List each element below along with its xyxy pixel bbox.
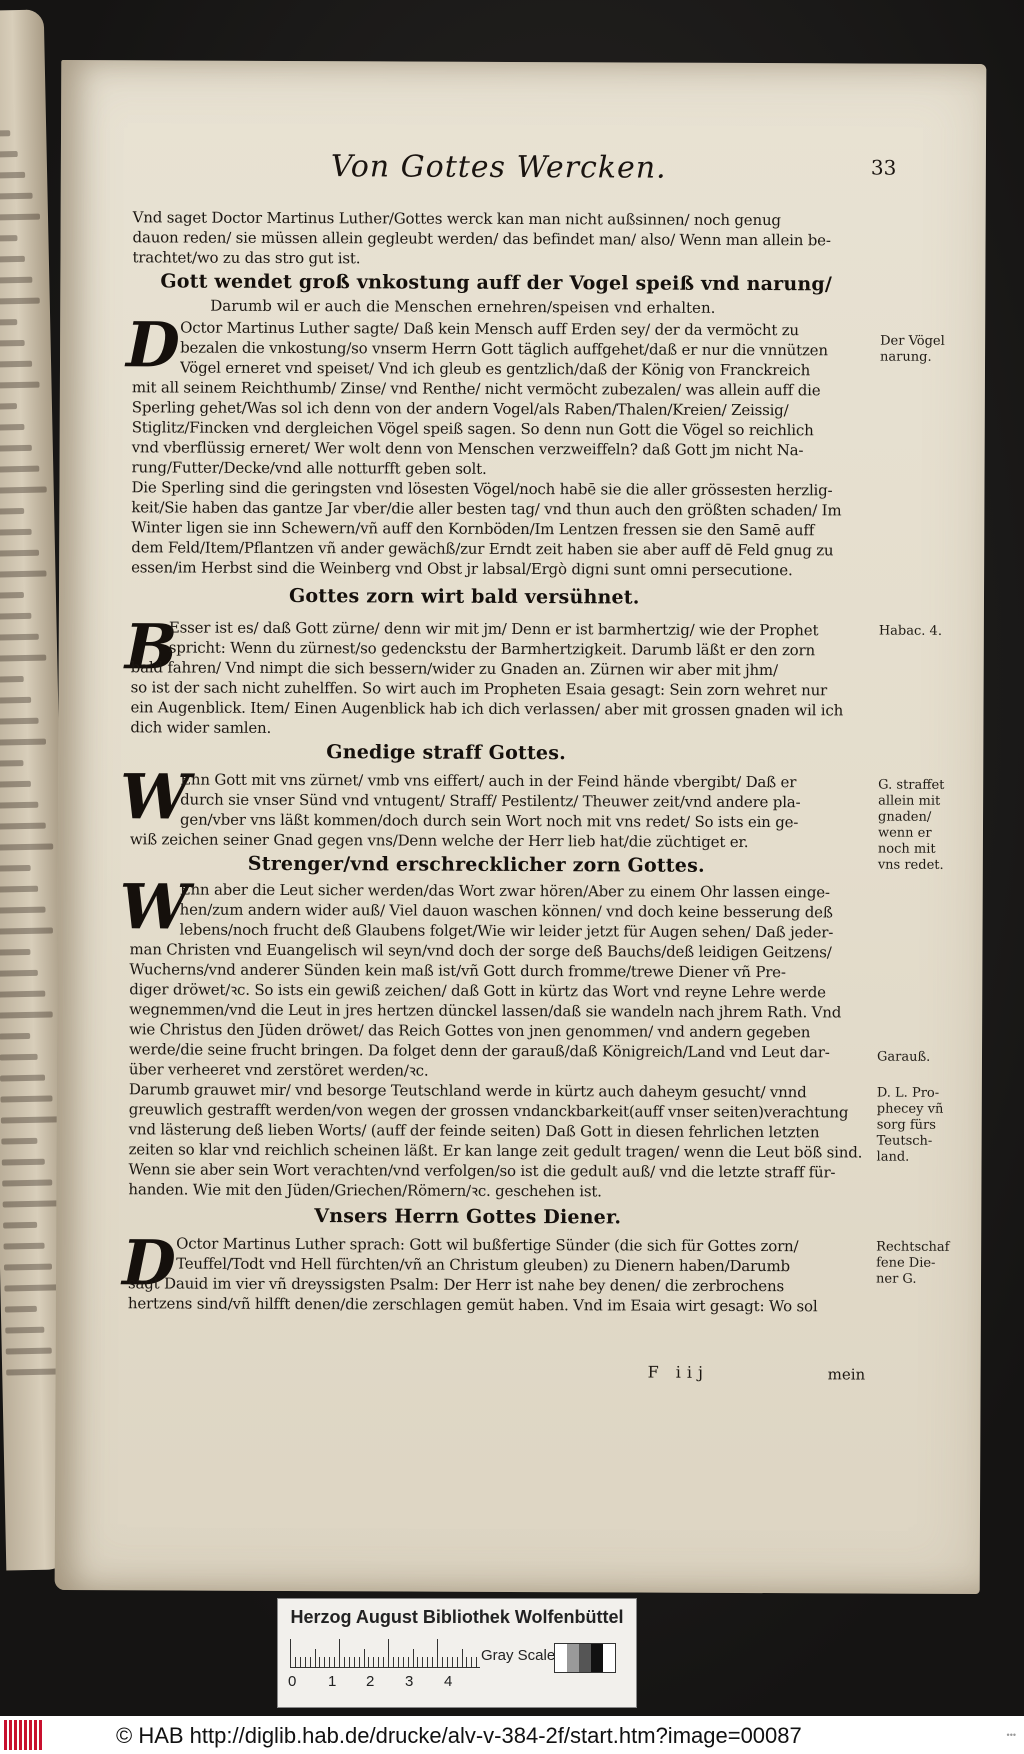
text-line: so ist der sach nicht zuhelffen. So wirt auch im Propheten Esaia gesagt: Sein zorn wehret nur [130, 678, 828, 700]
footer-bar [0, 1716, 1024, 1754]
ghost-text-line [0, 592, 24, 599]
ghost-text-line [0, 235, 18, 242]
ruler-tick [427, 1657, 428, 1667]
ruler-tick [471, 1657, 472, 1667]
ruler-tick [344, 1657, 345, 1667]
ruler-tick [462, 1649, 463, 1667]
text-line: vnd vberflüssig erneret/ Wer wolt denn von Menschen verzweiffeln? daß Gott jm nicht Na- [131, 438, 804, 460]
ruler-tick [329, 1657, 330, 1667]
page-number: 33 [870, 155, 897, 180]
ruler-tick [408, 1657, 409, 1667]
ruler-tick [417, 1657, 418, 1667]
ghost-text-line [0, 298, 40, 305]
margin-gloss: Garauß. [876, 1049, 931, 1065]
ghost-text-line [5, 1306, 37, 1313]
ghost-text-line [0, 949, 30, 956]
text-line: Vögel erneret vnd speiset/ Vnd ich gleub es gentzlich/daß der König von Franckreich [179, 358, 811, 380]
ghost-text-line [0, 739, 46, 746]
ghost-text-line [0, 214, 40, 221]
text-line: wegnemmen/vnd die Leut in jres hertzen dünckel lassen/daß sie wandeln nach jhrem Rath. Vnd [129, 1000, 842, 1022]
section-heading: Gnedige straff Gottes. [326, 741, 567, 765]
text-line: Sperling gehet/Was sol ich denn von der andern Vogel/als Raben/Thalen/Kreien/ Zeissig/ [131, 398, 789, 420]
ghost-text-line [0, 277, 32, 284]
margin-gloss: G. straffet allein mit gnaden/ wenn er noch mit vns redet. [877, 777, 945, 873]
text-line: wie Christus den Jüden dröwet/ das Reich Gottes von jnen genommen/ vnd andern gegeben [129, 1020, 811, 1042]
ghost-text-line [1, 1138, 37, 1145]
ghost-text-line [0, 907, 46, 914]
text-line: wiß zeichen seiner Gnad gegen vns/Denn welche der Herr lieb hat/die züchtiget er. [129, 830, 749, 851]
text-line: Octor Martinus Luther sagte/ Daß kein Mensch auff Erden sey/ der da vermöcht zu [180, 318, 799, 340]
ruler-tick [368, 1657, 369, 1667]
ghost-text-line [3, 1222, 37, 1229]
ghost-text-line [4, 1284, 59, 1291]
ghost-text-line [0, 760, 23, 767]
ghost-text-line [0, 843, 53, 850]
ruler-tick [319, 1657, 320, 1667]
text-line: greuwlich gestrafft werden/von wegen der grossen vndanckbarkeit(auff vnser seiten)verachtung [128, 1100, 849, 1122]
ruler-number: 4 [444, 1673, 453, 1690]
ghost-text-line [0, 802, 38, 809]
ruler-tick [413, 1649, 414, 1667]
text-line: hen/zum andern wider auß/ Viel dauon waschen können/ vnd doch keine besserung deß [179, 900, 833, 922]
gray-scale-label: Gray Scale [481, 1647, 556, 1664]
ruler-tick [422, 1657, 423, 1667]
ghost-text-line [6, 1368, 59, 1375]
ruler-tick [300, 1657, 301, 1667]
ghost-text-line [0, 718, 39, 725]
ghost-text-line [0, 130, 10, 137]
text-line: dem Feld/Item/Pflantzen vñ ander gewächß/zur Erndt zeit haben sie aber auff dē Feld gnug zu [131, 538, 834, 560]
text-line: lebens/noch frucht deß Glaubens folget/Wie wir leider jetzt für Augen sehen/ Daß jeder- [179, 920, 834, 942]
ghost-text-line [0, 382, 40, 389]
text-line: mit all seinem Reichthumb/ Zinse/ vnd Renthe/ nicht vermöcht zubezalen/ was allein auff die [131, 378, 821, 400]
text-line: werde/die seine frucht bringen. Da folget denn der garauß/daß Königreich/Land vnd Leut dar- [128, 1040, 830, 1062]
ruler [290, 1639, 480, 1668]
ghost-text-line [0, 424, 24, 431]
section-subheading: Darumb wil er auch die Menschen ernehren/speisen vnd erhalten. [210, 296, 716, 317]
section-heading: Strenger/vnd erschrecklicher zorn Gottes. [247, 852, 705, 877]
ghost-text-line [0, 1075, 45, 1082]
ghost-text-line [4, 1264, 52, 1271]
ghost-text-line [0, 927, 53, 934]
text-line: bald fahren/ Vnd nimpt die sich bessern/wider zu Gnaden an. Zürnen wir aber mit jhm/ [130, 658, 778, 680]
ruler-tick [457, 1657, 458, 1667]
text-line: Enn aber die Leut sicher werden/das Wort zwar hören/Aber zu einem Ohr lassen einge- [179, 880, 830, 902]
ruler-tick [466, 1657, 467, 1667]
section-heading: Vnsers Herrn Gottes Diener. [314, 1205, 622, 1229]
margin-gloss: Rechtschaf fene Die- ner G. [875, 1239, 950, 1287]
ghost-text-line [3, 1243, 44, 1250]
text-line: Die Sperling sind die geringsten vnd lösesten Vögel/noch habē sie die aller grössesten herzlig- [131, 478, 833, 500]
text-line: Darumb grauwet mir/ vnd besorge Teutschland werde in kürtz auch daheym gesucht/ vnnd [128, 1080, 807, 1102]
ghost-text-line [0, 550, 39, 557]
initial-letter: B [124, 610, 178, 684]
ruler-tick [432, 1657, 433, 1667]
section-heading: Gottes zorn wirt bald versühnet. [288, 584, 640, 609]
ruler-tick [290, 1639, 291, 1667]
ghost-text-line [0, 361, 32, 368]
ruler-tick [378, 1657, 379, 1667]
ghost-text-line [0, 256, 25, 263]
text-line: Winter ligen sie inn Schewern/vñ auff den Kornböden/Im Lentzen fressen sie den Samē auff [131, 518, 815, 540]
text-line: trachtet/wo zu das stro gut ist. [132, 248, 361, 268]
ruler-tick [310, 1657, 311, 1667]
text-line: Teuffel/Todt vnd Hell fürchten/vñ an Christum gleuben) zu Dienern haben/Darumb [176, 1254, 790, 1276]
ruler-tick [305, 1657, 306, 1667]
text-line: Wucherns/vnd anderer Sünden kein maß ist/vñ Gott durch fromme/trewe Diener vñ Pre- [129, 960, 786, 982]
ruler-tick [442, 1657, 443, 1667]
ghost-text-line [0, 823, 46, 830]
ruler-tick [476, 1657, 477, 1667]
text-line: zeiten so klar vnd reichlich scheinen läßt. Er kan lange zeit gedult tragen/ wenn die Leut böß sind. [128, 1140, 863, 1162]
footer-dots: ••• [1006, 1730, 1016, 1740]
text-line: handen. Wie mit den Jüden/Griechen/Römern/ꝛc. geschehen ist. [128, 1180, 602, 1201]
text-line: dich wider samlen. [130, 718, 272, 737]
text-line: Vnd saget Doctor Martinus Luther/Gottes werck kan man nicht außsinnen/ noch genug [132, 208, 781, 230]
ghost-text-line [0, 172, 25, 179]
text-line: spricht: Wenn du zürnest/so gedenckstu der Barmhertzigkeit. Darumb läßt er den zorn [168, 638, 815, 660]
ruler-number: 0 [288, 1673, 297, 1690]
initial-letter: W [119, 870, 190, 944]
hab-logo-icon [4, 1720, 42, 1750]
text-line: man Christen vnd Euangelisch wil seyn/vnd doch der sorge deß Bauchs/deß leidigen Geitzens/ [129, 940, 832, 962]
ghost-text-line [5, 1327, 44, 1334]
ghost-text-line [3, 1200, 60, 1207]
text-line: vnd lästerung deß lieben Worts/ (auff der feinde seiten) Daß Gott in diesen fehrlichen letzten [128, 1120, 820, 1142]
color-target [277, 1598, 637, 1708]
ruler-tick [437, 1639, 438, 1667]
ruler-tick [398, 1657, 399, 1667]
ruler-number: 2 [366, 1673, 375, 1690]
copyright-url[interactable]: © HAB http://diglib.hab.de/drucke/alv-v-384-2f/start.htm?image=00087 [116, 1723, 802, 1748]
ghost-text-line [0, 1011, 53, 1018]
ghost-text-line [0, 403, 17, 410]
text-line: ein Augenblick. Item/ Einen Augenblick hab ich dich verlassen/ aber mit grossen gnaden wil ich [130, 698, 844, 720]
ghost-text-line [0, 508, 24, 515]
text-line: sagt Dauid im vier vñ dreyssigsten Psalm: Der Herr ist nahe bey denen/ die zerbrochens [127, 1274, 785, 1296]
ghost-text-line [2, 1180, 52, 1187]
ghost-text-line [0, 886, 38, 893]
ruler-tick [403, 1657, 404, 1667]
ruler-tick [373, 1657, 374, 1667]
ghost-text-line [2, 1159, 45, 1166]
ruler-number: 1 [328, 1673, 337, 1690]
ruler-tick [354, 1657, 355, 1667]
text-line: durch sie vnser Sünd vnd vntugent/ Straff/ Pestilentz/ Theuwer zeit/vnd andere pla- [180, 790, 801, 812]
ghost-text-line [0, 571, 47, 578]
ghost-text-line [0, 970, 38, 977]
ruler-tick [324, 1657, 325, 1667]
text-line: Octor Martinus Luther sprach: Gott wil bußfertige Sünder (die sich für Gottes zorn/ [176, 1234, 799, 1256]
ghost-text-line [0, 340, 25, 347]
ghost-text-line [0, 1054, 38, 1061]
text-line: Wenn sie aber sein Wort verachten/vnd verfolgen/so ist die gedult auß/ vnd die letzte straff für- [128, 1160, 836, 1182]
text-line: Esser ist es/ daß Gott zürne/ denn wir mit jm/ Denn er ist barmhertzig/ wie der Prophet [168, 618, 819, 640]
ghost-text-line [0, 655, 46, 662]
text-line: diger dröwet/ꝛc. So ists ein gewiß zeichen/ daß Gott in kürtz das Wort vnd reyne Lehre werde [129, 980, 826, 1002]
ruler-tick [334, 1657, 335, 1667]
ghost-text-line [0, 486, 47, 493]
ghost-text-line [0, 991, 45, 998]
ghost-text-line [0, 634, 39, 641]
initial-letter: D [125, 308, 181, 382]
ghost-text-line [0, 193, 33, 200]
ruler-tick [364, 1649, 365, 1667]
ruler-tick [339, 1639, 340, 1667]
section-heading: Gott wendet groß vnkostung auff der Vogel speiß vnd narung/ [160, 270, 833, 296]
ghost-text-line [0, 1033, 30, 1040]
text-line: bezalen die vnkostung/so vnserm Herrn Gott täglich auffgehet/daß er nur die vnnützen [180, 338, 828, 360]
text-line: gen/vber vns läßt kommen/doch durch sein Wort noch mit vns redet/ So ists ein ge- [179, 810, 799, 832]
text-line: über verheeret vnd zerstöret werden/ꝛc. [128, 1060, 429, 1080]
running-head: Von Gottes Wercken. [330, 149, 667, 186]
ruler-tick [383, 1657, 384, 1667]
margin-gloss: D. L. Pro- phecey vñ sorg fürs Teutsch- land. [876, 1085, 944, 1165]
book-page [55, 60, 987, 1594]
ghost-text-line [0, 697, 31, 704]
ghost-text-line [6, 1348, 52, 1355]
ghost-text-line [0, 676, 24, 683]
gray-scale-swatch [554, 1643, 616, 1673]
text-line: Stiglitz/Fincken vnd dergleichen Vögel speiß sagen. So denn nun Gott die Vögel so reichlich [131, 418, 814, 440]
initial-letter: W [119, 760, 190, 834]
ruler-tick [315, 1649, 316, 1667]
initial-letter: D [121, 1226, 177, 1300]
margin-gloss: Habac. 4. [878, 623, 942, 639]
ruler-tick [393, 1657, 394, 1667]
ghost-text-line [0, 445, 32, 452]
library-name: Herzog August Bibliothek Wolfenbüttel [290, 1607, 624, 1627]
ruler-tick [349, 1657, 350, 1667]
text-line: hertzens sind/vñ hilfft denen/die zerschlagen gemüt haben. Vnd im Esaia wirt gesagt: Wo sol [127, 1294, 818, 1316]
ruler-tick [452, 1657, 453, 1667]
ghost-text-line [0, 613, 31, 620]
text-line: Enn Gott mit vns zürnet/ vmb vns eiffert/ auch in der Feind hände vbergibt/ Daß er [180, 770, 797, 792]
text-line: essen/im Herbst sind die Weinberg vnd Obst jr labsal/Ergò digni sunt omni persecutione. [131, 558, 793, 580]
ruler-tick [359, 1657, 360, 1667]
ghost-text-line [0, 319, 17, 326]
ruler-tick [447, 1657, 448, 1667]
ghost-text-line [0, 151, 18, 158]
ghost-text-line [0, 865, 31, 872]
ghost-text-line [0, 466, 39, 473]
signature-mark: F iij [647, 1362, 710, 1382]
ghost-text-line [0, 529, 32, 536]
catchword: mein [827, 1365, 866, 1384]
margin-gloss: Der Vögel narung. [880, 333, 945, 365]
ghost-text-line [0, 781, 31, 788]
ruler-tick [295, 1657, 296, 1667]
ghost-text-line [0, 1095, 52, 1102]
text-line: rung/Futter/Decke/vnd alle notturfft geben solt. [131, 458, 487, 478]
text-line: keit/Sie haben das gantze Jar vber/die aller besten tag/ vnd thun auch den größten schaden/ Im [131, 498, 842, 520]
ruler-number: 3 [405, 1673, 414, 1690]
ghost-text-line [1, 1116, 60, 1123]
text-line: dauon reden/ sie müssen allein gegleubt werden/ das befindet man/ also/ Wenn man allein be- [132, 228, 831, 250]
ruler-tick [388, 1639, 389, 1667]
